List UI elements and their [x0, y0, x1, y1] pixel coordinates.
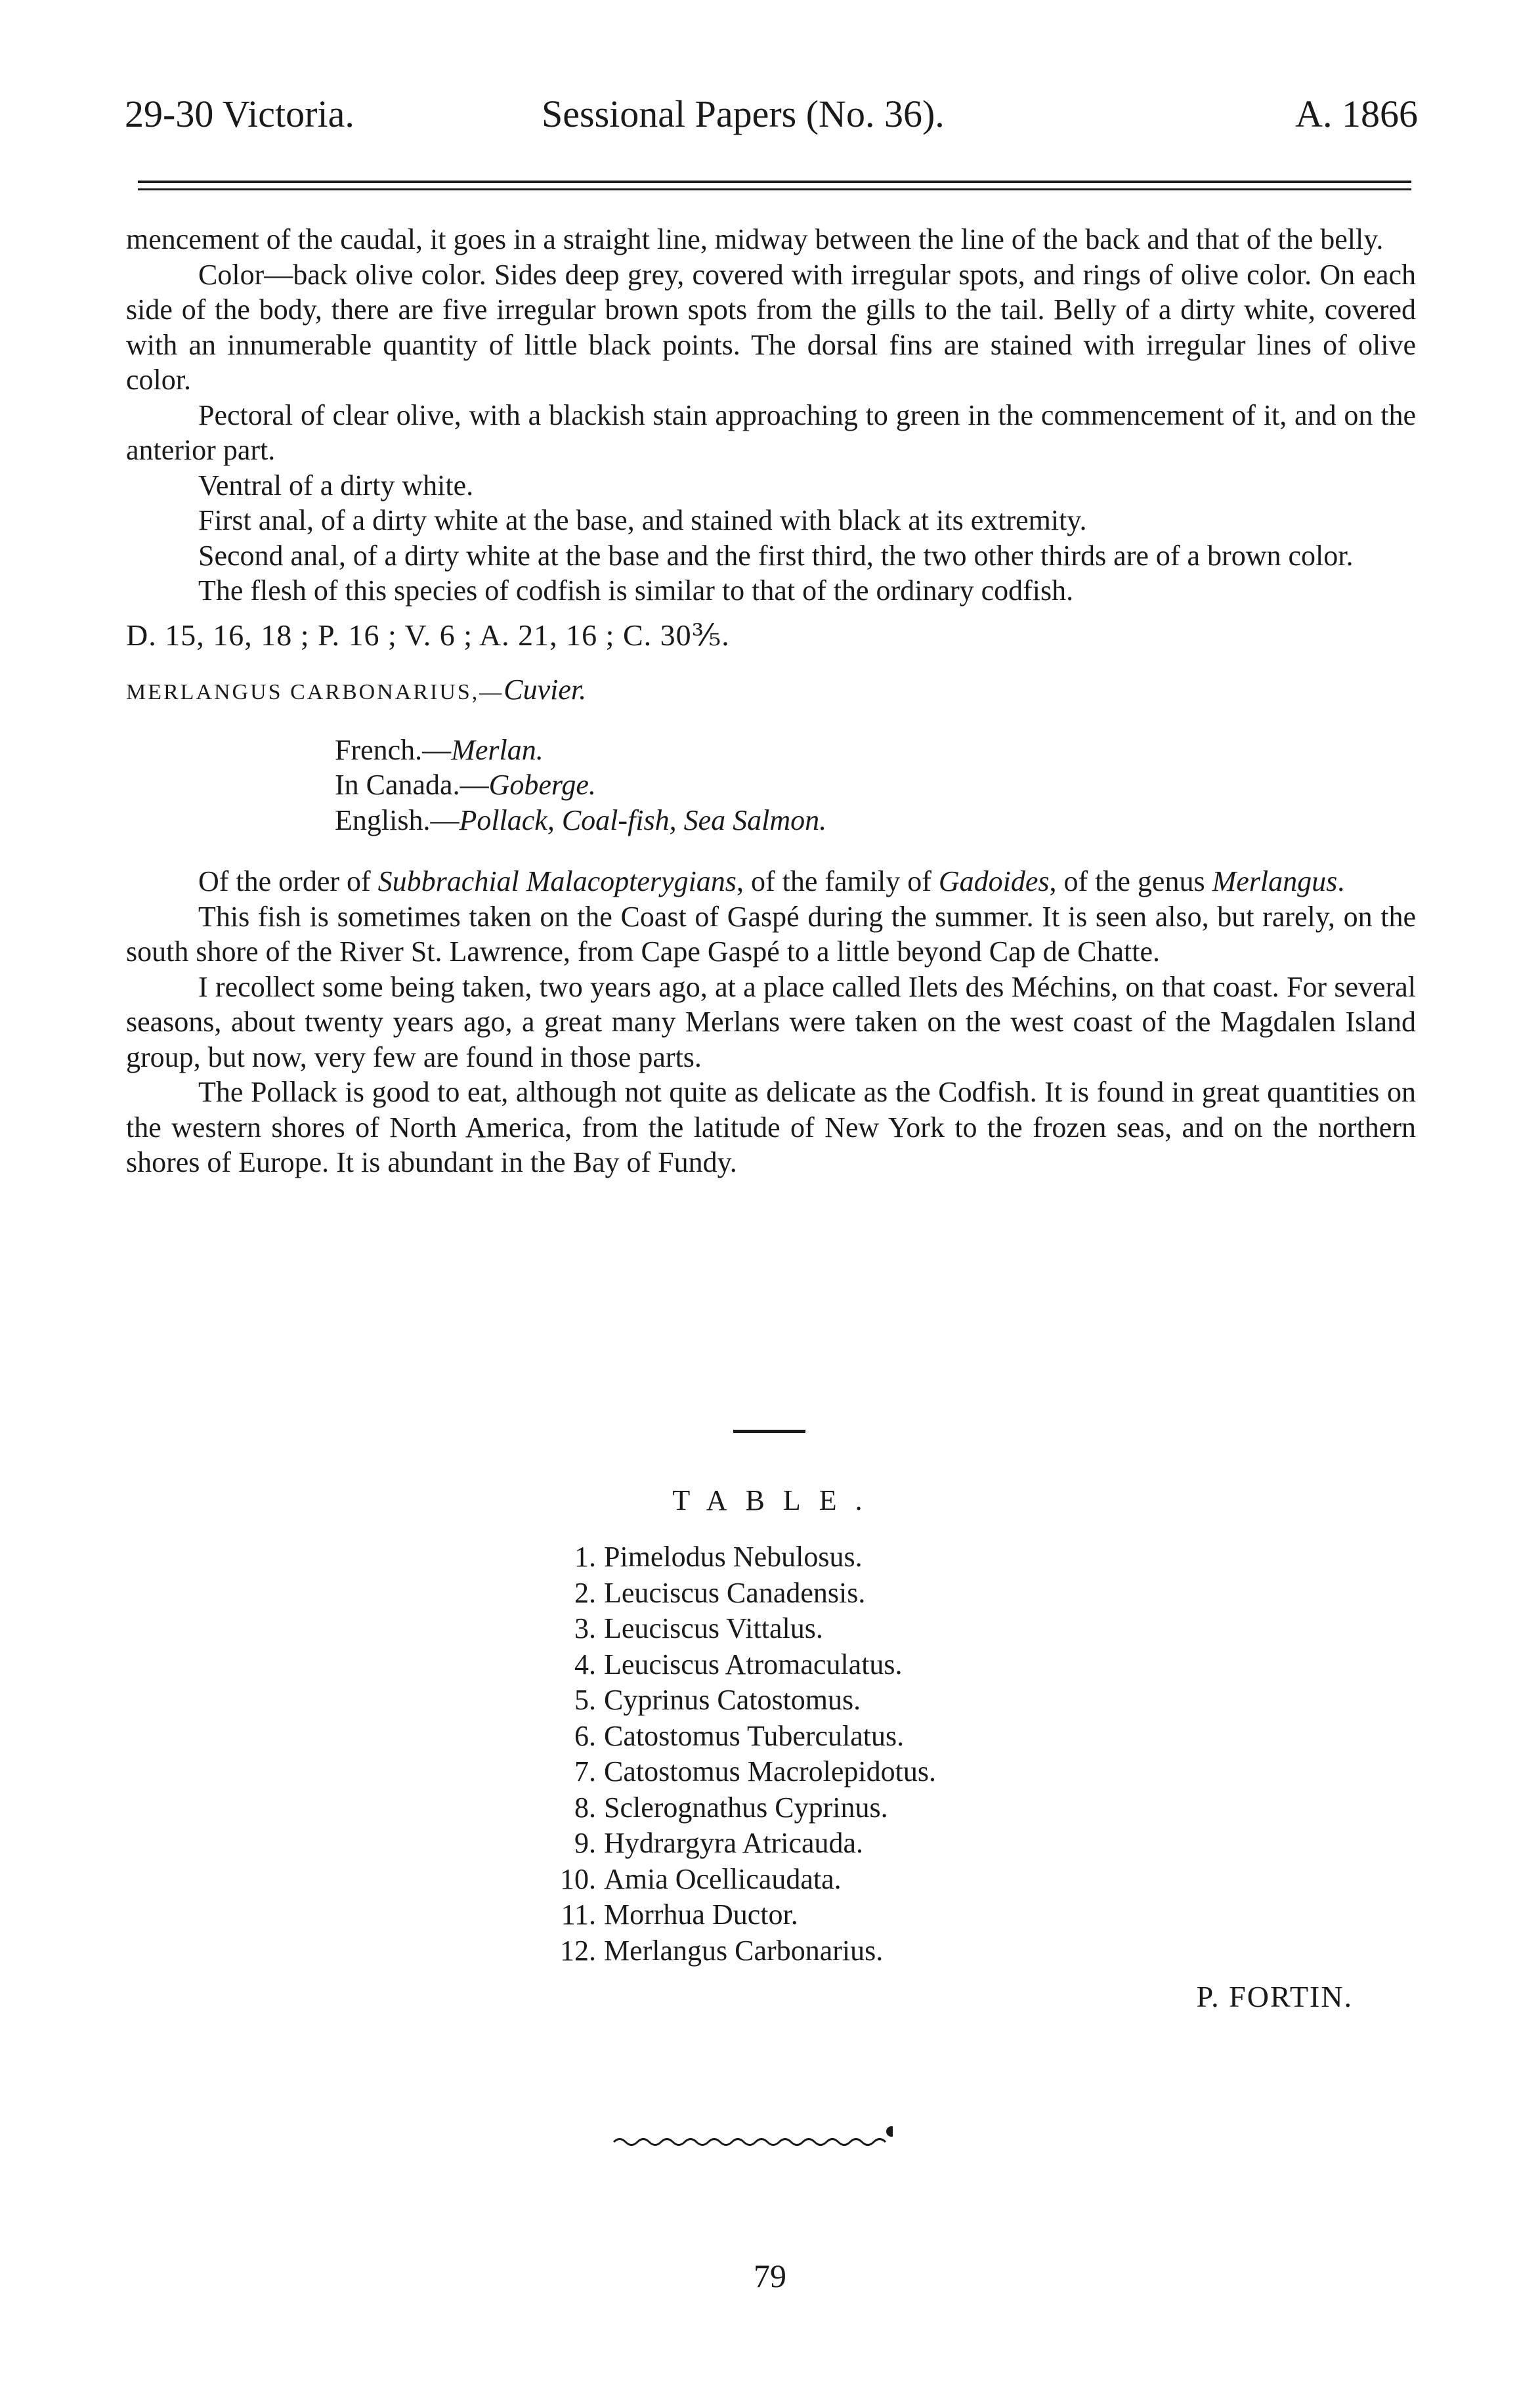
table-row-species: Leuciscus Atromaculatus.	[604, 1648, 903, 1681]
paragraph-pollack: The Pollack is good to eat, although not quite as delicate as the Codfish. It is found in great quantities on the western shores of North America, from the latitude of New York to the frozen seas, and on the northern shores of Europe. It is abundant in the Bay of Fundy.	[126, 1076, 1416, 1178]
table-row	[538, 1790, 936, 1826]
table-row-number: 12.	[560, 1934, 596, 1967]
paragraph-color: Color—back olive color. Sides deep grey, covered with irregular spots, and rings of olive color. On each side of the body, there are five irregular brown spots from the gills to the tail. Belly of a dirty white, covered with an innumerable quantity of little black points. The dorsal fins are stained with irregular lines of olive color.	[126, 258, 1416, 396]
table-row-species: Amia Ocellicaudata.	[604, 1862, 842, 1895]
table-row	[538, 1719, 936, 1755]
table-row-number: 11.	[561, 1898, 596, 1931]
table-row	[538, 1826, 936, 1862]
wavy-ornament	[610, 2124, 893, 2156]
table-row	[538, 1647, 936, 1683]
table-row-number: 3.	[574, 1612, 596, 1644]
table-row-number: 5.	[574, 1684, 596, 1716]
species-name: MERLANGUS CARBONARIUS,—	[126, 680, 504, 704]
table-row	[538, 1539, 936, 1575]
author-signature: P. FORTIN.	[1196, 1980, 1353, 2013]
table-row	[538, 1933, 936, 1969]
common-names	[335, 733, 1416, 838]
table-row	[538, 1862, 936, 1898]
table-title: TABLE.	[672, 1484, 881, 1516]
header-rule-bottom	[138, 188, 1411, 190]
table-row-species: Hydrargyra Atricauda.	[604, 1827, 864, 1859]
header-session: 29-30 Victoria.	[125, 93, 354, 135]
paragraph-gaspe: This fish is sometimes taken on the Coast of Gaspé during the summer. It is seen also, but rarely, on the south shore of the River St. Lawrence, from Cape Gaspé to a little beyond Cap de Chatte.	[126, 900, 1416, 968]
table-row-species: Cyprinus Catostomus.	[604, 1684, 861, 1716]
table-row-number: 1.	[574, 1541, 596, 1573]
table-row-species: Catostomus Macrolepidotus.	[604, 1755, 936, 1788]
table-row-species: Merlangus Carbonarius.	[604, 1934, 884, 1967]
species-table	[538, 1539, 936, 1969]
table-row	[538, 1575, 936, 1612]
paragraph-pectoral: Pectoral of clear olive, with a blackish stain approaching to green in the commencement of it, and on the anterior part.	[126, 398, 1416, 466]
name-french: French.—Merlan.	[335, 733, 544, 766]
paragraph-second-anal: Second anal, of a dirty white at the base and the first third, the two other thirds are of a brown color.	[198, 539, 1354, 572]
table-row-species: Sclerognathus Cyprinus.	[604, 1791, 888, 1824]
name-english: English.—Pollack, Coal-fish, Sea Salmon.	[335, 803, 827, 836]
section-divider	[733, 1430, 805, 1433]
paragraph-classification: Of the order of Subbrachial Malacopterygians, of the family of Gadoides, of the genus Merlangus.	[198, 865, 1345, 897]
header-title: Sessional Papers (No. 36).	[542, 93, 945, 135]
header-year: A. 1866	[1295, 93, 1418, 135]
paragraph-flesh: The flesh of this species of codfish is similar to that of the ordinary codfish.	[198, 574, 1074, 607]
fin-ray-formula: D. 15, 16, 18 ; P. 16 ; V. 6 ; A. 21, 16 ; C. 30⅗.	[126, 618, 730, 652]
paragraph-caudal: mencement of the caudal, it goes in a straight line, midway between the line of the back and that of the belly.	[126, 223, 1384, 255]
table-row-number: 7.	[574, 1755, 596, 1788]
table-row-number: 9.	[574, 1827, 596, 1859]
table-row	[538, 1754, 936, 1790]
paragraph-first-anal: First anal, of a dirty white at the base, and stained with black at its extremity.	[198, 504, 1087, 536]
species-heading	[126, 672, 1416, 710]
running-header	[125, 92, 1418, 144]
name-canada: In Canada.—Goberge.	[335, 769, 596, 801]
table-row-number: 2.	[574, 1576, 596, 1609]
species-author: Cuvier.	[503, 674, 587, 706]
table-row-number: 10.	[560, 1862, 596, 1895]
table-row-number: 6.	[574, 1719, 596, 1752]
table-row-species: Leuciscus Vittalus.	[604, 1612, 823, 1644]
table-row-number: 8.	[574, 1791, 596, 1824]
table-row-species: Morrhua Ductor.	[604, 1898, 798, 1931]
table-row-species: Catostomus Tuberculatus.	[604, 1719, 905, 1752]
table-row	[538, 1897, 936, 1933]
table-row-species: Pimelodus Nebulosus.	[604, 1541, 863, 1573]
page-number: 79	[754, 2258, 786, 2294]
table-row	[538, 1682, 936, 1719]
body-text	[126, 222, 1416, 1180]
header-rule-top	[138, 181, 1411, 183]
paragraph-mechins: I recollect some being taken, two years ago, at a place called Ilets des Méchins, on that coast. For several seasons, about twenty years ago, a great many Merlans were taken on the west coast of the Magdalen Island group, but now, very few are found in those parts.	[126, 970, 1416, 1073]
table-row	[538, 1611, 936, 1647]
paragraph-ventral: Ventral of a dirty white.	[198, 469, 474, 502]
table-row-number: 4.	[574, 1648, 596, 1681]
table-row-species: Leuciscus Canadensis.	[604, 1576, 866, 1609]
